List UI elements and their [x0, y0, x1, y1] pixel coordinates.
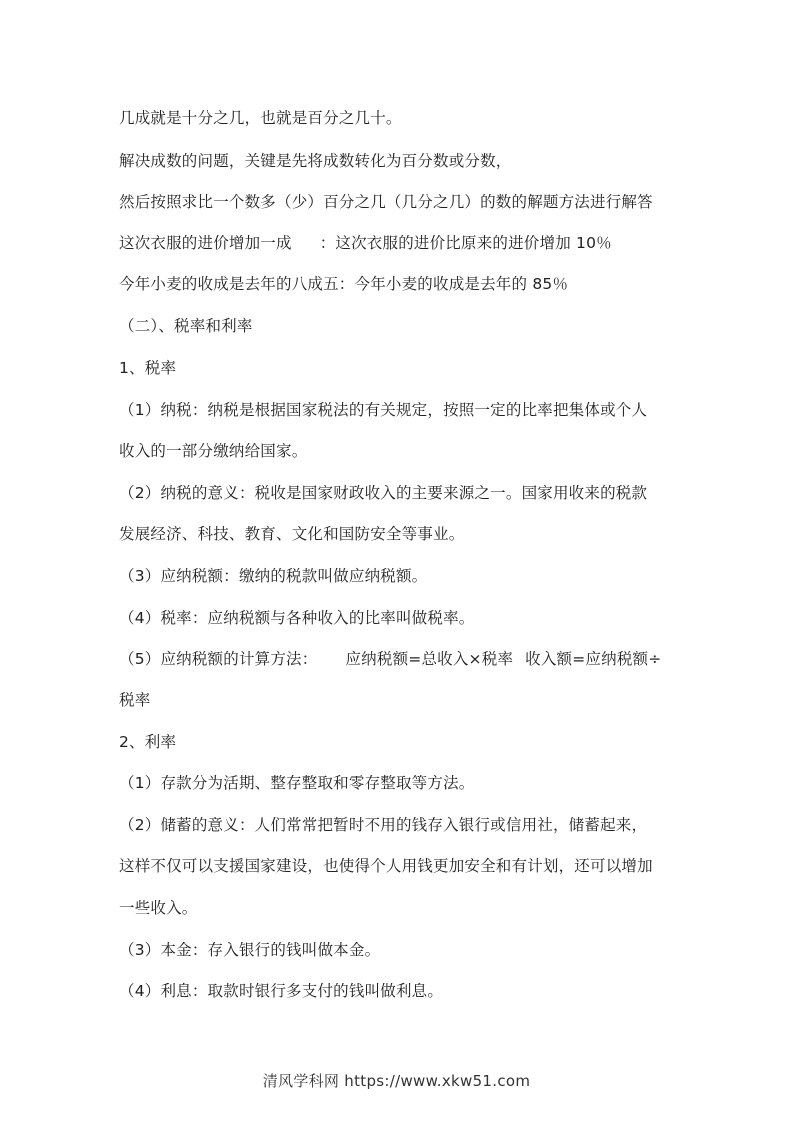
subsection-heading: 2、利率: [119, 733, 177, 751]
text-line: 然后按照求比一个数多（少）百分之几（几分之几）的数的解题方法进行解答: [119, 193, 653, 211]
text-line: 一些收入。: [119, 899, 198, 917]
text-segment: ：这次衣服的进价比原来的进价增加 10％: [319, 234, 612, 252]
text-segment: （5）应纳税额的计算方法：: [119, 650, 318, 668]
text-line: [119, 649, 661, 669]
text-line: （2）储蓄的意义：人们常常把暂时不用的钱存入银行或信用社，储蓄起来，: [119, 816, 648, 834]
text-line: （1）纳税：纳税是根据国家税法的有关规定，按照一定的比率把集体或个人: [119, 401, 648, 419]
text-line: 收入的一部分缴纳给国家。: [119, 442, 308, 460]
text-line: （4）税率：应纳税额与各种收入的比率叫做税率。: [119, 609, 475, 627]
footer-watermark: 清风学科网 https://www.xkw51.com: [262, 1072, 531, 1090]
text-line: （2）纳税的意义：税收是国家财政收入的主要来源之一。国家用收来的税款: [119, 484, 648, 502]
text-line: [119, 233, 612, 253]
text-line: 解决成数的问题，关键是先将成数转化为百分数或分数，: [119, 152, 512, 170]
text-line: （1）存款分为活期、整存整取和零存整取等方法。: [119, 774, 475, 792]
text-line: 这样不仅可以支援国家建设，也使得个人用钱更加安全和有计划，还可以增加: [119, 857, 653, 875]
text-line: 几成就是十分之几，也就是百分之几十。: [119, 109, 402, 127]
formula-text: 应纳税额=总收入×税率: [345, 650, 514, 668]
text-line: 税率: [119, 691, 151, 709]
text-line: 发展经济、科技、教育、文化和国防安全等事业。: [119, 525, 465, 543]
section-heading: （二）、税率和利率: [119, 317, 253, 335]
formula-text: 收入额=应纳税额÷: [525, 650, 662, 668]
text-line: （4）利息：取款时银行多支付的钱叫做利息。: [119, 982, 444, 1000]
subsection-heading: 1、税率: [119, 359, 177, 377]
text-line: （3）本金：存入银行的钱叫做本金。: [119, 941, 381, 959]
text-line: 今年小麦的收成是去年的八成五：今年小麦的收成是去年的 85％: [119, 275, 569, 293]
text-line: （3）应纳税额：缴纳的税款叫做应纳税额。: [119, 567, 428, 585]
text-segment: 这次衣服的进价增加一成: [119, 234, 292, 252]
